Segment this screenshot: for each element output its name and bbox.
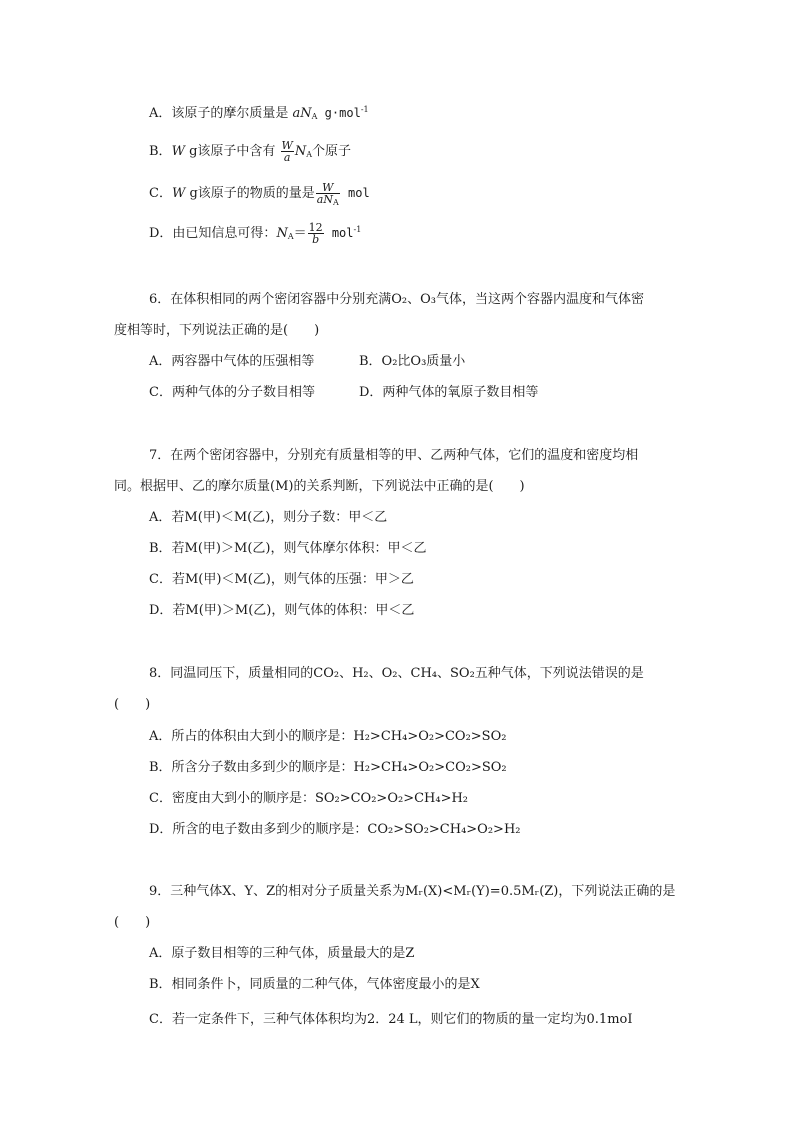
q6-option-c: C．两种气体的分子数目相等	[149, 385, 315, 400]
q5-option-c-numerator: W	[322, 181, 334, 194]
q8-option-a: A．所占的体积由大到小的顺序是：H₂>CH₄>O₂>CO₂>SO₂	[149, 729, 507, 744]
q6-option-b: B．O₂比O₃质量小	[359, 354, 466, 369]
q5-option-a-expr: aN	[292, 106, 312, 121]
q5-option-c-text: g该原子的物质的量是	[185, 186, 315, 201]
q5-option-d-equals: ＝	[293, 226, 307, 241]
q5-option-b-w: W	[171, 144, 185, 159]
q5-option-c-w: W	[171, 186, 186, 201]
q5-option-d-na: N	[276, 226, 288, 241]
q5-option-d-unit-sup: -1	[353, 225, 362, 234]
q5-option-a-expr-sub: A	[311, 112, 318, 121]
q5-option-c-label: C．	[149, 186, 172, 201]
q5-option-b-fraction	[281, 140, 294, 163]
q5-option-c-denominator-sub: A	[332, 198, 339, 207]
q5-option-b-suffix: 个原子	[312, 144, 352, 159]
q5-option-a-unit: g·mol	[317, 106, 361, 120]
q8-option-c: C．密度由大到小的顺序是：SO₂>CO₂>O₂>CH₄>H₂	[149, 791, 469, 806]
q5-option-c-denominator: aN	[316, 193, 333, 206]
q5-option-d-denominator: b	[312, 233, 320, 246]
q5-option-b-denominator: a	[283, 151, 291, 164]
q5-option-b-label: B．	[149, 144, 172, 159]
q5-option-b-numerator: W	[281, 139, 293, 152]
q6-option-a: A．两容器中气体的压强相等	[149, 354, 315, 369]
q5-option-d	[149, 222, 361, 245]
q6-stem-line1: 6．在体积相同的两个密闭容器中分别充满O₂、O₃气体，当这两个容器内温度和气体密	[149, 292, 645, 307]
q6-option-d: D．两种气体的氧原子数目相等	[359, 385, 539, 400]
q5-option-c	[149, 182, 370, 205]
q5-option-c-fraction	[316, 182, 340, 205]
q5-option-a-text: A．该原子的摩尔质量是	[149, 106, 293, 121]
q7-stem-line1: 7．在两个密闭容器中，分别充有质量相等的甲、乙两种气体，它们的温度和密度均相	[149, 448, 639, 463]
q9-option-b: B．相同条件卜，同质量的二种气体，气体密度最小的是X	[149, 977, 480, 992]
q7-option-d: D．若M(甲)＞M(乙)，则气体的体积：甲＜乙	[149, 603, 415, 618]
q9-stem-line1: 9．三种气体X、Y、Z的相对分子质量关系为Mᵣ(X)<Mᵣ(Y)=0.5Mᵣ(Z)，下列说法正确的是	[149, 884, 676, 899]
q5-option-d-numerator: 12	[308, 221, 323, 234]
q7-option-a: A．若M(甲)＜M(乙)，则分子数：甲＜乙	[149, 510, 388, 525]
q6-stem-line2: 度相等时，下列说法正确的是( )	[114, 323, 320, 338]
q5-option-c-unit: mol	[340, 186, 370, 200]
q8-stem-line2: ( )	[114, 697, 151, 712]
q5-option-d-unit: mol	[324, 226, 354, 240]
q7-option-b: B．若M(甲)＞M(乙)，则气体摩尔体积：甲＜乙	[149, 541, 427, 556]
q9-stem-line2: ( )	[114, 915, 151, 930]
q8-stem-line1: 8．同温同压下，质量相同的CO₂、H₂、O₂、CH₄、SO₂五种气体，下列说法错误的是	[149, 666, 644, 681]
q5-option-b	[149, 140, 351, 163]
q9-option-a: A．原子数目相等的三种气体，质量最大的是Z	[149, 946, 415, 961]
q5-option-d-text: D．由已知信息可得：	[149, 226, 277, 241]
q8-option-d: D．所含的电子数由多到少的顺序是：CO₂>SO₂>CH₄>O₂>H₂	[149, 822, 521, 837]
q7-option-c: C．若M(甲)＜M(乙)，则气体的压强：甲＞乙	[149, 572, 414, 587]
q5-option-a-unit-sup: -1	[360, 105, 369, 114]
q5-option-b-text: g该原子中含有	[184, 144, 280, 159]
q5-option-b-na: N	[294, 144, 307, 159]
q5-option-a	[149, 104, 369, 123]
q5-option-d-na-sub: A	[287, 232, 294, 241]
q8-option-b: B．所含分子数由多到少的顺序是：H₂>CH₄>O₂>CO₂>SO₂	[149, 760, 507, 775]
q7-stem-line2: 同。根据甲、乙的摩尔质量(M)的关系判断，下列说法中正确的是( )	[114, 479, 525, 494]
q5-option-d-fraction	[308, 222, 324, 245]
q5-option-b-na-sub: A	[306, 150, 312, 159]
q9-option-c: C．若一定条件下，三种气体体积均为2．24 L，则它们的物质的量一定均为0.1moI	[149, 1012, 633, 1027]
